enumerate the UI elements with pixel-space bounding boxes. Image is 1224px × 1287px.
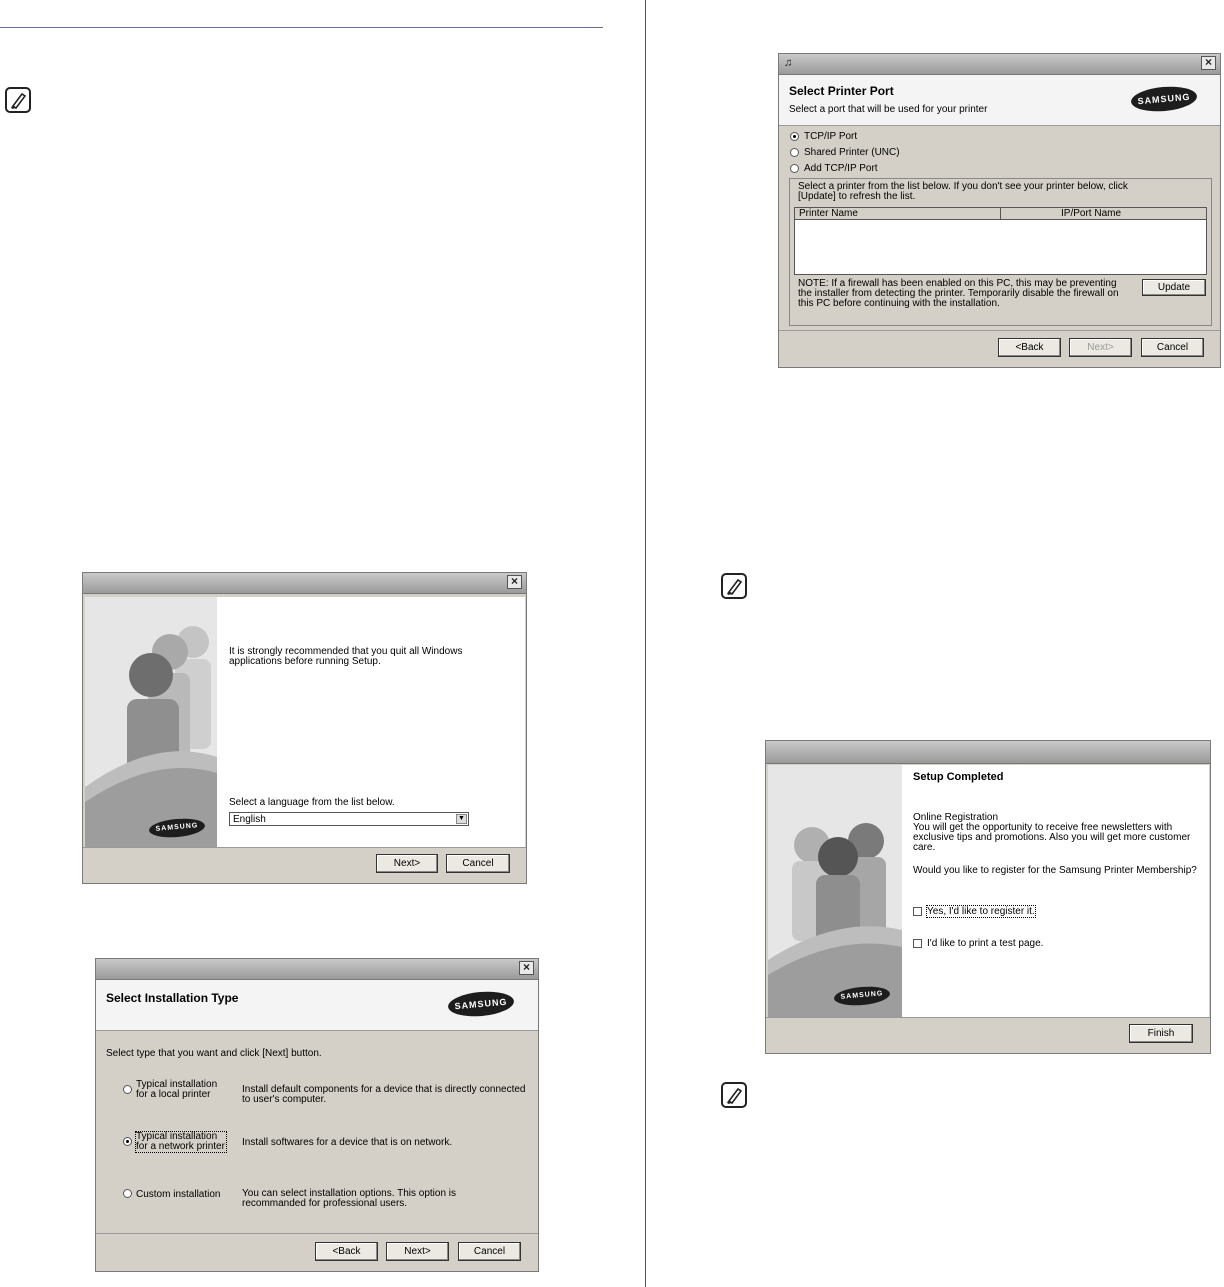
next-button[interactable]: Next> [1069,338,1132,357]
local-printer-label[interactable]: Typical installation for a local printer [136,1079,218,1100]
language-select-label: Select a language from the list below. [229,797,395,808]
close-icon[interactable]: × [519,961,534,975]
side-panel [85,597,217,847]
back-button[interactable]: <Back [998,338,1061,357]
custom-install-desc: You can select installation options. This option is recommanded for professional users. [242,1188,457,1209]
add-tcpip-label[interactable]: Add TCP/IP Port [804,163,878,174]
registration-text: You will get the opportunity to receive free newsletters with exclusive tips and promotions. Also you will get more customer care. [913,822,1191,853]
register-checkbox-label[interactable]: Yes, I'd like to register it. [927,906,1035,917]
note-icon [721,1082,747,1108]
column-header-printer-name[interactable] [795,208,1001,220]
title-bar [779,54,1220,75]
users-illustration [768,765,902,1017]
note-icon [5,87,31,113]
test-page-checkbox-label[interactable]: I'd like to print a test page. [927,938,1044,949]
samsung-logo: SAMSUNG [148,817,205,840]
tcpip-port-radio[interactable] [790,132,799,141]
custom-install-label[interactable]: Custom installation [136,1189,221,1200]
membership-question: Would you like to register for the Samsung Printer Membership? [913,865,1197,876]
network-printer-label[interactable]: Typical installation for a network printer [136,1131,225,1152]
cancel-button[interactable]: Cancel [446,854,510,873]
dropdown-arrow-icon[interactable]: ▼ [456,814,467,824]
add-tcpip-radio[interactable] [790,164,799,173]
close-icon[interactable]: × [1201,56,1216,70]
app-icon: ♫ [784,57,793,69]
title-bar [766,741,1210,764]
register-checkbox[interactable] [913,907,922,916]
printer-port-dialog [778,53,1221,368]
local-printer-radio[interactable] [123,1085,132,1094]
title-bar [96,959,538,980]
update-button[interactable]: Update [1142,279,1206,296]
dialog-header [779,75,1220,126]
dialog-title: Setup Completed [913,771,1004,783]
title-bar [83,573,526,594]
dialog-title: Select Printer Port [789,84,894,98]
network-printer-radio[interactable] [123,1137,132,1146]
firewall-note: NOTE: If a firewall has been enabled on this PC, this may be preventing the installer from detecting the printer. Temporarily disable the firewall on this PC before continuing with the installation. [798,278,1119,309]
local-printer-desc: Install default components for a device that is directly connected to user's computer. [242,1084,526,1105]
custom-install-radio[interactable] [123,1189,132,1198]
samsung-logo: SAMSUNG [447,989,515,1019]
side-panel [768,765,902,1017]
language-dialog [82,572,527,884]
cancel-button[interactable]: Cancel [1141,338,1204,357]
installation-type-dialog [95,958,539,1272]
next-button[interactable]: Next> [376,854,438,873]
printer-list-group [789,178,1212,326]
column-divider [645,0,646,1287]
warning-message: It is strongly recommended that you quit all Windows applications before running Setup. [229,646,463,667]
printer-list[interactable] [794,207,1207,275]
column-header-ip-port[interactable] [1001,208,1206,220]
column-header-label: IP/Port Name [1061,208,1122,219]
language-value: English [233,814,266,825]
footer-divider [779,330,1220,331]
setup-completed-dialog [765,740,1211,1054]
dialog-subtitle: Select a port that will be used for your printer [789,104,988,115]
note-icon [721,573,747,599]
network-printer-desc: Install softwares for a device that is on network. [242,1137,453,1148]
dialog-header [96,980,538,1031]
back-button[interactable]: <Back [315,1242,378,1261]
test-page-checkbox[interactable] [913,939,922,948]
footer-divider [766,1017,1210,1018]
shared-printer-label[interactable]: Shared Printer (UNC) [804,147,900,158]
samsung-logo: SAMSUNG [1130,84,1198,114]
cancel-button[interactable]: Cancel [458,1242,521,1261]
footer-divider [83,847,526,848]
samsung-logo: SAMSUNG [833,985,890,1008]
footer-divider [96,1233,538,1234]
next-button[interactable]: Next> [386,1242,449,1261]
finish-button[interactable]: Finish [1129,1024,1193,1043]
language-select[interactable] [229,812,469,826]
shared-printer-radio[interactable] [790,148,799,157]
column-header-label: Printer Name [799,208,858,219]
printer-list-instruction: Select a printer from the list below. If you don't see your printer below, click [Update] to refresh the list. [798,181,1128,202]
instruction-text: Select type that you want and click [Next] button. [106,1048,322,1059]
tcpip-port-label[interactable]: TCP/IP Port [804,131,858,142]
registration-heading: Online Registration [913,812,999,823]
dialog-title: Select Installation Type [106,991,239,1005]
top-rule [0,27,603,28]
content-panel [902,765,1209,1017]
close-icon[interactable]: × [507,575,522,589]
content-panel [217,597,525,847]
users-illustration [85,597,217,847]
